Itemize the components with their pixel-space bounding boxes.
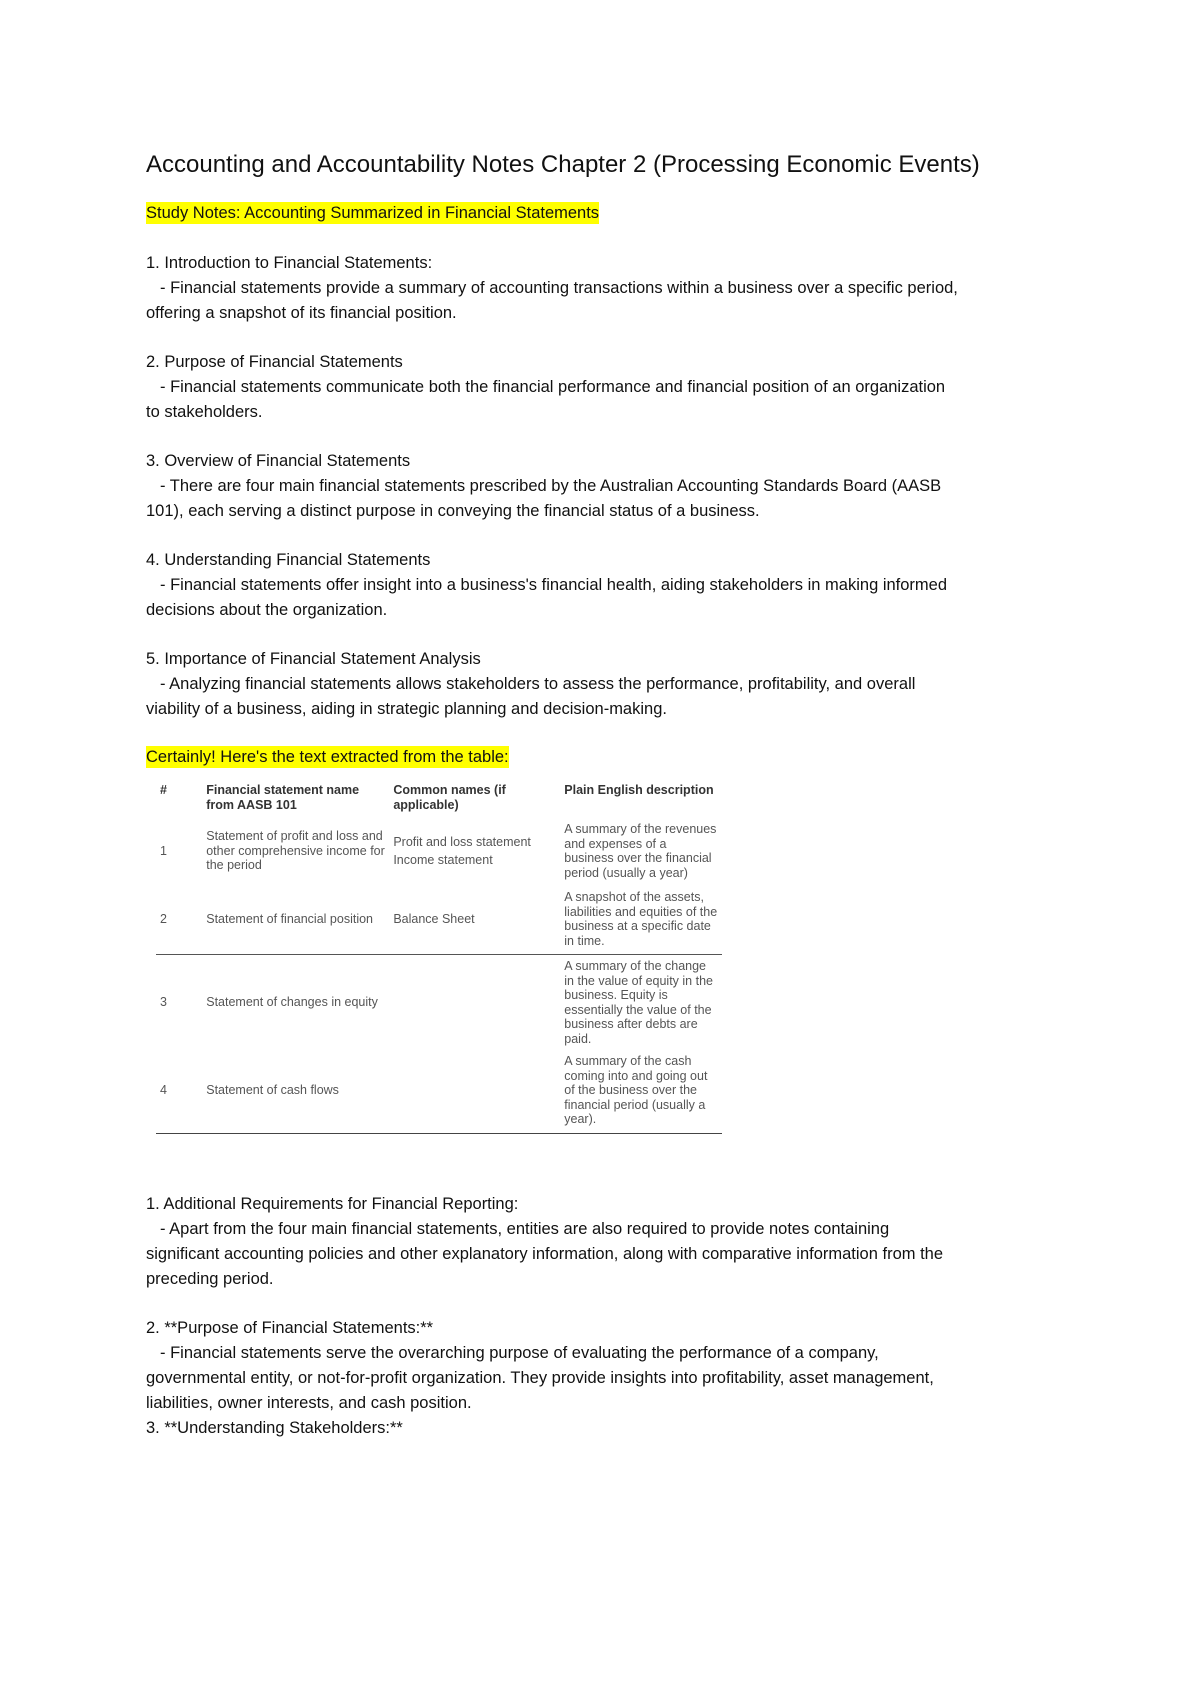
table-cell-name: Statement of financial position [206,911,374,926]
section-body-line: governmental entity, or not-for-profit organization. They provide insights into profitability, asset management, [146,1368,934,1387]
table-cell-name: Statement of changes in equity [206,955,393,1051]
section-purpose [146,350,1066,425]
section-heading: 2. **Purpose of Financial Statements:** [146,1318,434,1337]
section-body-line: - Analyzing financial statements allows stakeholders to assess the performance, profitability, and overall [160,675,916,693]
section-body-line: - Financial statements offer insight into a business's financial health, aiding stakeholders in making informed [160,576,948,594]
table-cell-common [393,818,564,886]
table-cell-name: Statement of cash flows [206,1050,393,1133]
table-cell-number: 3 [156,955,206,1051]
section-body-line: - Financial statements serve the overarching purpose of evaluating the performance of a company, [160,1343,879,1362]
section-body-line: liabilities, owner interests, and cash position. [146,1393,472,1412]
section-body-line: decisions about the organization. [146,601,388,619]
section-body-line: viability of a business, aiding in strategic planning and decision-making. [146,700,667,718]
table-cell-common [393,1050,564,1133]
section-heading: 5. Importance of Financial Statement Analysis [146,650,481,668]
section-body-line: - Apart from the four main financial statements, entities are also required to provide notes containing [160,1219,890,1238]
table-cell-common: Balance Sheet [393,911,475,926]
document-title: Accounting and Accountability Notes Chapter 2 (Processing Economic Events) [146,151,980,178]
table-row [156,886,722,955]
table-cell-description: A summary of the change in the value of equity in the business. Equity is essentially the value of the business after debts are paid. [564,955,722,1051]
highlighted-table-intro: Certainly! Here's the text extracted from the table: [146,748,509,766]
table-cell-number: 2 [160,911,167,926]
section-body-line: 101), each serving a distinct purpose in conveying the financial status of a business. [146,502,760,520]
section-understanding [146,548,1066,623]
table-header: # [160,783,167,797]
highlight-line-table-intro [146,746,1066,771]
section-heading: 1. Additional Requirements for Financial Reporting: [146,1194,519,1213]
table-row [156,955,722,1051]
table-cell-number: 1 [160,843,167,858]
section-heading: 2. Purpose of Financial Statements [146,353,403,371]
table-header: Plain English description [564,783,714,797]
section-body-line: preceding period. [146,1269,274,1288]
section-additional-requirements [146,1192,1066,1292]
table-row [156,1050,722,1133]
section-intro [146,251,1066,326]
table-cell-description: A snapshot of the assets, liabilities and equities of the business at a specific date in time. [564,890,718,948]
table-row [156,818,722,886]
section-body-line: offering a snapshot of its financial position. [146,304,457,322]
section-body-line: - Financial statements communicate both the financial performance and financial position of an organization [160,378,946,396]
document-page [146,148,1066,1441]
section-heading: 4. Understanding Financial Statements [146,551,431,569]
section-heading: 3. Overview of Financial Statements [146,452,411,470]
section-heading: 1. Introduction to Financial Statements: [146,254,433,272]
highlighted-subtitle: Study Notes: Accounting Summarized in Financial Statements [146,204,600,222]
table-header: Financial statement name from AASB 101 [206,783,360,812]
section-importance [146,647,1066,722]
highlight-line-study-notes [146,202,1066,227]
financial-statements-table [156,777,722,1134]
table-cell-description: A summary of the revenues and expenses of a business over the financial period (usually a year) [564,822,717,880]
table-cell-number: 4 [156,1050,206,1133]
common-name: Income statement [393,853,493,867]
section-purpose-bold [146,1316,1066,1441]
table-header-row [156,777,722,818]
table-cell-description: A summary of the cash coming into and going out of the business over the financial period (usually a year). [564,1050,722,1133]
common-name: Profit and loss statement [393,834,531,849]
section-body-line: significant accounting policies and other explanatory information, along with comparative information from the [146,1244,944,1263]
section-body-line: - Financial statements provide a summary of accounting transactions within a business over a specific period, [160,279,958,297]
section-body-line: - There are four main financial statements prescribed by the Australian Accounting Standards Board (AASB [160,477,942,495]
section-heading: 3. **Understanding Stakeholders:** [146,1418,403,1437]
table-cell-name: Statement of profit and loss and other comprehensive income for the period [206,829,385,873]
section-overview [146,449,1066,524]
table-header: Common names (if applicable) [393,783,506,812]
section-body-line: to stakeholders. [146,403,263,421]
table-cell-common [393,955,564,1051]
